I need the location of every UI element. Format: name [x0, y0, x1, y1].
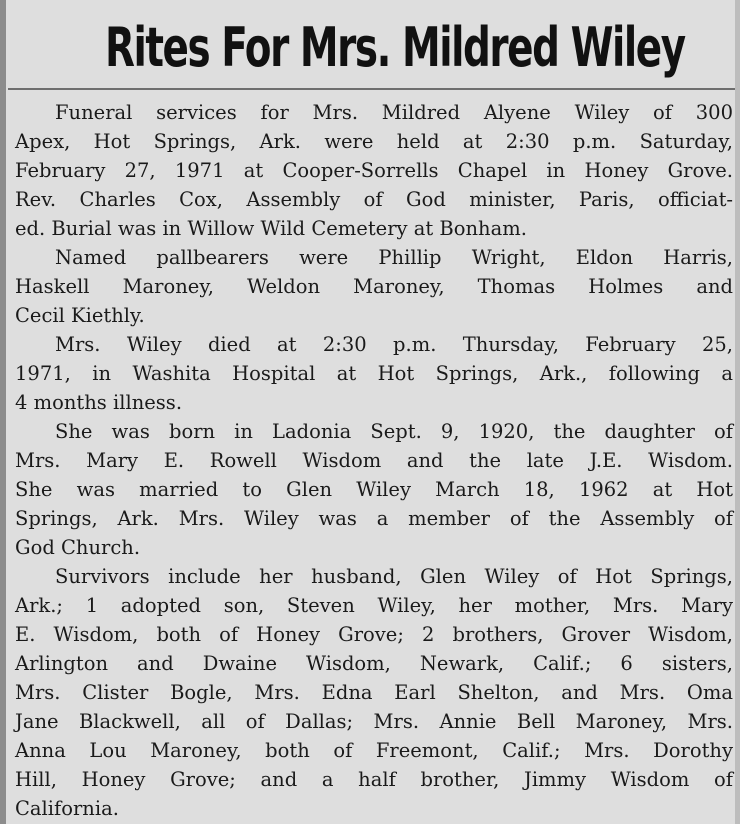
text-line: ed. Burial was in Willow Wild Cemetery at Bonham.	[15, 217, 527, 240]
text-line: Survivors include her husband, Glen Wiley of Hot Springs,	[55, 565, 733, 588]
paragraph-pallbearers	[15, 243, 733, 330]
text-line: She was married to Glen Wiley March 18, 1962 at Hot	[15, 478, 733, 501]
text-line: California.	[15, 797, 119, 820]
text-line: Arlington and Dwaine Wisdom, Newark, Calif.; 6 sisters,	[15, 652, 733, 675]
text-line: She was born in Ladonia Sept. 9, 1920, the daughter of	[55, 420, 733, 443]
paragraph-services	[15, 98, 733, 243]
paragraph-survivors	[15, 562, 733, 823]
text-line: 1971, in Washita Hospital at Hot Springs, Ark., following a	[15, 362, 733, 385]
text-line: 4 months illness.	[15, 391, 183, 414]
headline-rule	[8, 88, 735, 90]
text-line: Mrs. Mary E. Rowell Wisdom and the late J.E. Wisdom.	[15, 449, 733, 472]
text-line: Ark.; 1 adopted son, Steven Wiley, her mother, Mrs. Mary	[15, 594, 733, 617]
text-line: February 27, 1971 at Cooper-Sorrells Chapel in Honey Grove.	[15, 159, 733, 182]
text-line: God Church.	[15, 536, 141, 559]
text-line: Hill, Honey Grove; and a half brother, Jimmy Wisdom of	[15, 768, 733, 791]
text-line: Mrs. Wiley died at 2:30 p.m. Thursday, February 25,	[55, 333, 733, 356]
text-line: Named pallbearers were Phillip Wright, Eldon Harris,	[55, 246, 733, 269]
text-line: Haskell Maroney, Weldon Maroney, Thomas Holmes and	[15, 275, 733, 298]
text-line: Rev. Charles Cox, Assembly of God minister, Paris, officiat-	[15, 188, 733, 211]
text-line: Apex, Hot Springs, Ark. were held at 2:30 p.m. Saturday,	[15, 130, 733, 153]
text-line: Cecil Kiethly.	[15, 304, 145, 327]
obituary-body	[15, 98, 733, 823]
text-line: Jane Blackwell, all of Dallas; Mrs. Annie Bell Maroney, Mrs.	[15, 710, 733, 733]
text-line: Funeral services for Mrs. Mildred Alyene Wiley of 300	[55, 101, 733, 124]
text-line: Springs, Ark. Mrs. Wiley was a member of the Assembly of	[15, 507, 733, 530]
clipping-right-edge	[735, 0, 740, 824]
text-line: Mrs. Clister Bogle, Mrs. Edna Earl Shelton, and Mrs. Oma	[15, 681, 733, 704]
clipping-left-edge	[0, 0, 6, 824]
paragraph-death	[15, 330, 733, 417]
text-line: E. Wisdom, both of Honey Grove; 2 brothers, Grover Wisdom,	[15, 623, 733, 646]
paragraph-biography	[15, 417, 733, 562]
headline: Rites For Mrs. Mildred Wiley	[105, 16, 685, 79]
text-line: Anna Lou Maroney, both of Freemont, Calif.; Mrs. Dorothy	[15, 739, 733, 762]
